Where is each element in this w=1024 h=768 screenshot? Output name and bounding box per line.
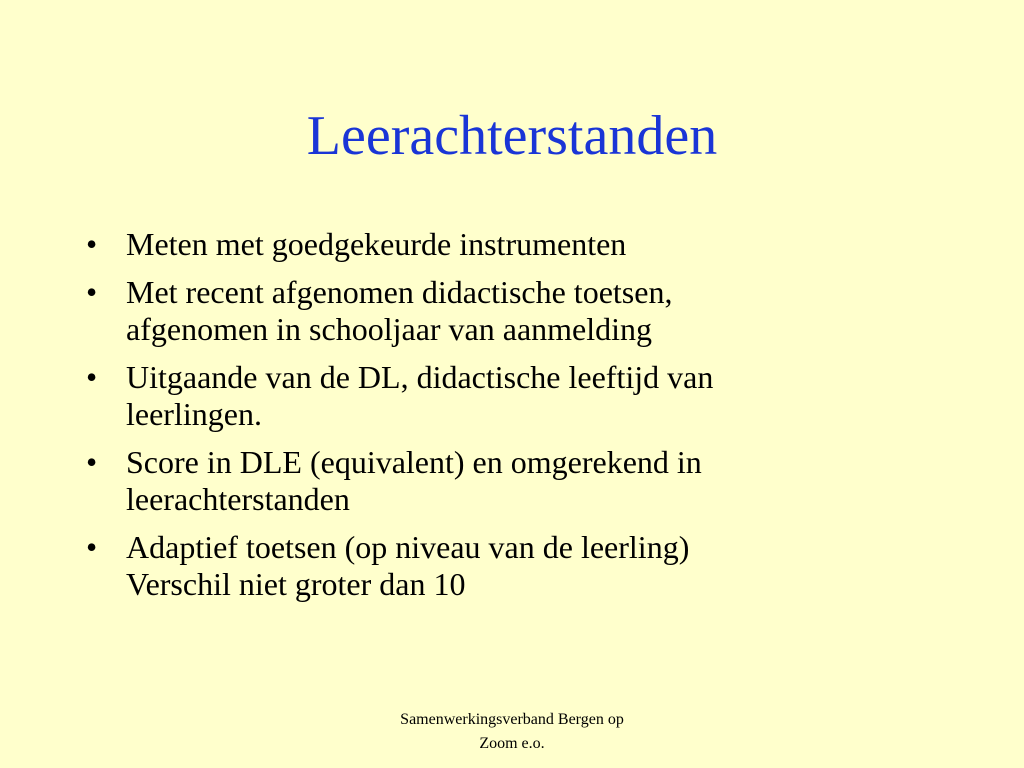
slide-footer: [350, 708, 674, 756]
footer-line: Samenwerkingsverband Bergen op: [400, 711, 624, 728]
bullet-line: Met recent afgenomen didactische toetsen,: [126, 274, 673, 310]
footer-line: Zoom e.o.: [479, 735, 545, 752]
bullet-line: Adaptief toetsen (op niveau van de leerling): [126, 529, 690, 565]
bullet-line: Verschil niet groter dan 10: [126, 566, 466, 602]
bullet-dot-icon: •: [86, 226, 98, 262]
bullet-item: [86, 529, 946, 603]
bullet-item: [86, 444, 946, 518]
bullet-line: leerlingen.: [126, 396, 262, 432]
bullet-dot-icon: •: [86, 274, 98, 310]
bullet-text: [126, 529, 946, 603]
bullet-item: [86, 359, 946, 433]
bullet-text: [126, 359, 946, 433]
bullet-text: [126, 444, 946, 518]
bullet-item: [86, 226, 946, 263]
bullet-line: afgenomen in schooljaar van aanmelding: [126, 311, 653, 347]
bullet-dot-icon: •: [86, 529, 98, 565]
bullet-line: Uitgaande van de DL, didactische leeftijd van: [126, 359, 714, 395]
bullet-text: [126, 274, 946, 348]
bullet-text: [126, 226, 946, 263]
bullet-line: Score in DLE (equivalent) en omgerekend in: [126, 444, 702, 480]
slide-title: Leerachterstanden: [306, 105, 718, 167]
bullet-dot-icon: •: [86, 444, 98, 480]
bullet-line: Meten met goedgekeurde instrumenten: [126, 226, 627, 262]
bullet-list: [86, 226, 946, 614]
bullet-dot-icon: •: [86, 359, 98, 395]
bullet-line: leerachterstanden: [126, 481, 350, 517]
bullet-item: [86, 274, 946, 348]
